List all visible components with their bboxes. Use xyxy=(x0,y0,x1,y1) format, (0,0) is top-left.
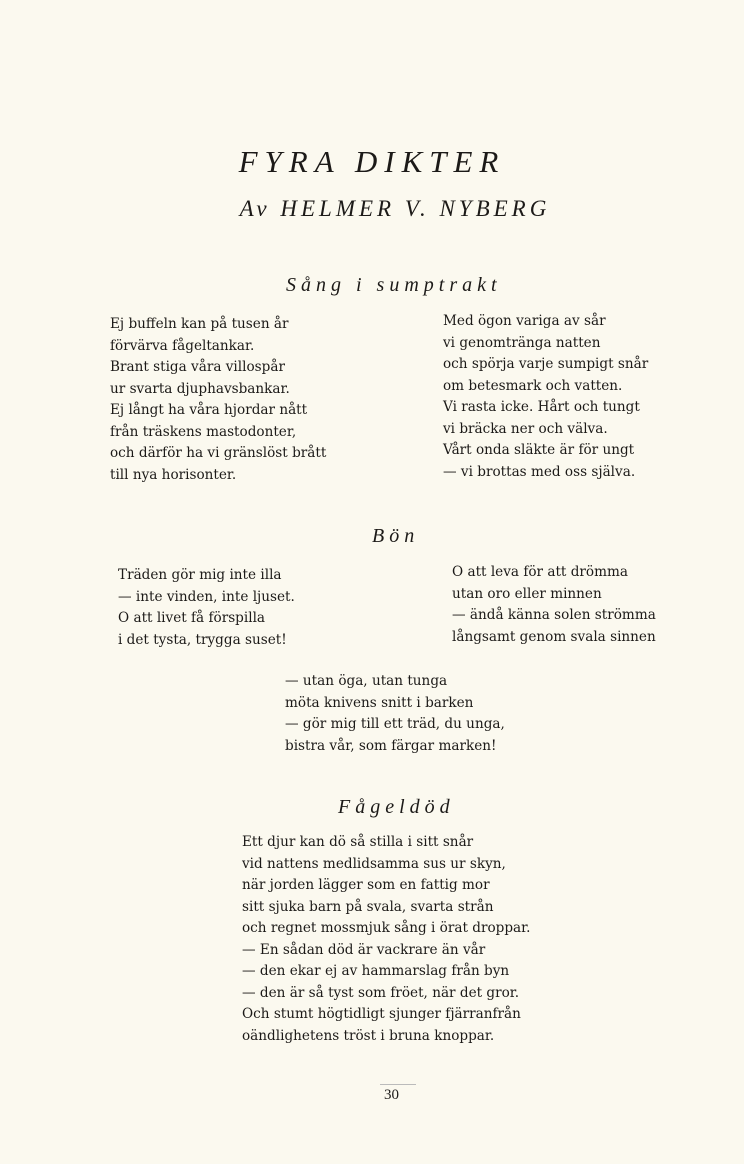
verse-line: till nya horisonter. xyxy=(110,466,237,483)
poem2-center-stanza xyxy=(285,671,505,757)
verse-line: långsamt genom svala sinnen xyxy=(452,628,656,645)
page-number: 30 xyxy=(384,1087,399,1103)
verse-line: och därför ha vi gränslöst brått xyxy=(110,445,327,461)
page-title: FYRA DIKTER xyxy=(238,144,506,179)
verse-line: Brant stiga våra villospår xyxy=(110,359,285,375)
verse-line: O att leva för att drömma xyxy=(452,564,628,580)
verse-line: Ej buffeln kan på tusen år xyxy=(110,316,289,332)
verse-line: — gör mig till ett träd, du unga, xyxy=(285,716,505,732)
verse-line: bistra vår, som färgar marken! xyxy=(285,737,497,754)
verse-line: Ett djur kan dö så stilla i sitt snår xyxy=(242,834,474,850)
poem2-right-stanza xyxy=(452,562,656,648)
poem3-stanza xyxy=(242,832,530,1047)
verse-line: oändlighetens tröst i bruna knoppar. xyxy=(242,1027,495,1044)
verse-line: — den är så tyst som fröet, när det gror. xyxy=(242,984,520,1001)
verse-line: vi genomtränga natten xyxy=(443,334,601,351)
poem2-left-stanza xyxy=(118,565,295,651)
verse-line: om betesmark och vatten. xyxy=(443,377,623,394)
verse-line: vi bräcka ner och välva. xyxy=(443,420,608,437)
author-byline: Av HELMER V. NYBERG xyxy=(239,196,551,221)
verse-line: — En sådan död är vackrare än vår xyxy=(242,941,486,958)
verse-line: Ej långt ha våra hjordar nått xyxy=(110,402,308,418)
verse-line: och spörja varje sumpigt snår xyxy=(443,356,649,372)
verse-line: utan oro eller minnen xyxy=(452,585,602,602)
verse-line: förvärva fågeltankar. xyxy=(110,337,255,354)
verse-line: vid nattens medlidsamma sus ur skyn, xyxy=(242,855,506,872)
verse-line: Och stumt högtidligt sjunger fjärranfrån xyxy=(242,1006,521,1022)
page-number-rule xyxy=(380,1084,416,1085)
poem1-right-stanza xyxy=(443,311,648,483)
verse-line: Vårt onda släkte är för ungt xyxy=(443,442,635,458)
verse-line: — inte vinden, inte ljuset. xyxy=(118,588,295,605)
poem-heading-sang-i-sumptrakt: Sång i sumptrakt xyxy=(286,274,502,296)
verse-line: när jorden lägger som en fattig mor xyxy=(242,877,490,893)
verse-line: — den ekar ej av hammarslag från byn xyxy=(242,963,510,979)
verse-line: O att livet få förspilla xyxy=(118,610,266,626)
verse-line: ur svarta djuphavsbankar. xyxy=(110,380,290,397)
verse-line: Vi rasta icke. Hårt och tungt xyxy=(443,399,640,415)
poem-heading-bon: Bön xyxy=(372,525,420,547)
verse-line: Träden gör mig inte illa xyxy=(118,567,282,583)
poem1-left-stanza xyxy=(110,314,326,486)
verse-line: — utan öga, utan tunga xyxy=(285,673,448,689)
verse-line: från träskens mastodonter, xyxy=(110,423,297,440)
verse-line: sitt sjuka barn på svala, svarta strån xyxy=(242,898,494,915)
verse-line: och regnet mossmjuk sång i örat droppar. xyxy=(242,920,531,936)
verse-line: i det tysta, trygga suset! xyxy=(118,631,287,648)
verse-line: Med ögon variga av sår xyxy=(443,313,606,329)
poem-heading-fageldod: Fågeldöd xyxy=(338,796,455,818)
verse-line: — vi brottas med oss själva. xyxy=(443,463,636,480)
verse-line: — ändå känna solen strömma xyxy=(452,607,656,623)
verse-line: möta knivens snitt i barken xyxy=(285,694,474,711)
